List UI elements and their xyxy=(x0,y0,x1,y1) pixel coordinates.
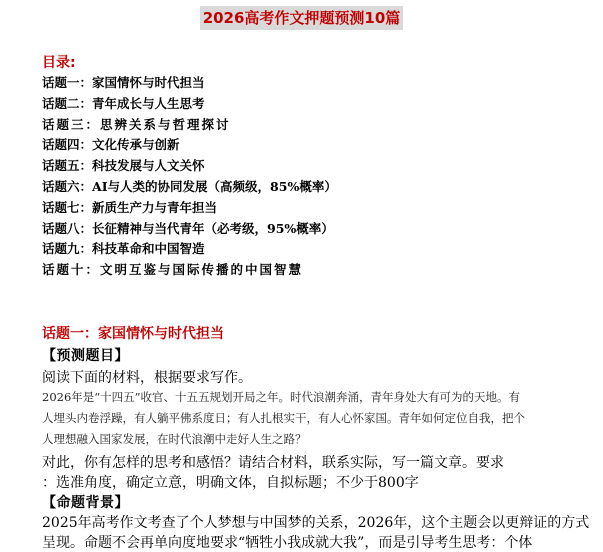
toc-item-2[interactable]: 话题二：青年成长与人生思考 xyxy=(42,95,205,111)
toc-item-9[interactable]: 话题九：科技革命和中国智造 xyxy=(42,241,205,257)
toc-heading: 目录: xyxy=(42,55,76,71)
material-line-2: 人埋头内卷浮躁，有人躺平佛系度日；有人扎根实干，有人心怀家国。青年如何定位自我，把个 xyxy=(42,411,525,425)
prediction-label: 【预测题目】 xyxy=(42,348,129,364)
document-title xyxy=(0,6,603,30)
background-line-1: 2025年高考作文考查了个人梦想与中国梦的关系，2026年，这个主题会以更辩证的方式 xyxy=(42,515,590,531)
instruction-text: 阅读下面的材料，根据要求写作。 xyxy=(42,370,252,386)
topic1-heading: 话题一：家国情怀与时代担当 xyxy=(42,326,224,342)
task-line-1: 对此，你有怎样的思考和感悟？请结合材料，联系实际，写一篇文章。要求 xyxy=(42,455,504,471)
toc-item-4[interactable]: 话题四：文化传承与创新 xyxy=(42,137,180,153)
task-line-2: ：选准角度，确定立意，明确文体，自拟标题；不少于800字 xyxy=(42,475,419,491)
toc-item-6[interactable]: 话题六：AI与人类的协同发展（高频级，85%概率） xyxy=(42,178,337,194)
material-line-3: 人理想融入国家发展，在时代浪潮中走好人生之路？ xyxy=(42,432,307,446)
toc-list xyxy=(42,73,337,281)
toc-item-10[interactable]: 话题十：文明互鉴与国际传播的中国智慧 xyxy=(42,262,304,278)
toc-item-7[interactable]: 话题七：新质生产力与青年担当 xyxy=(42,199,218,215)
toc-item-1[interactable]: 话题一：家国情怀与时代担当 xyxy=(42,75,205,90)
toc-item-8[interactable]: 话题八：长征精神与当代青年（必考级，95%概率） xyxy=(42,220,334,236)
toc-item-5[interactable]: 话题五：科技发展与人文关怀 xyxy=(42,158,205,174)
background-label: 【命题背景】 xyxy=(42,495,129,511)
toc-item-3[interactable]: 话题三：思辨关系与哲理探讨 xyxy=(42,116,231,132)
material-line-1: 2026年是“十四五”收官、十五五规划开局之年。时代浪潮奔涌，青年身处大有可为的天地。有 xyxy=(42,390,521,404)
document-title-text: 2026高考作文押题预测10篇 xyxy=(200,6,404,30)
background-line-2: 呈现。命题不会再单向度地要求“牺牲小我成就大我”，而是引导考生思考：个体 xyxy=(42,535,533,551)
